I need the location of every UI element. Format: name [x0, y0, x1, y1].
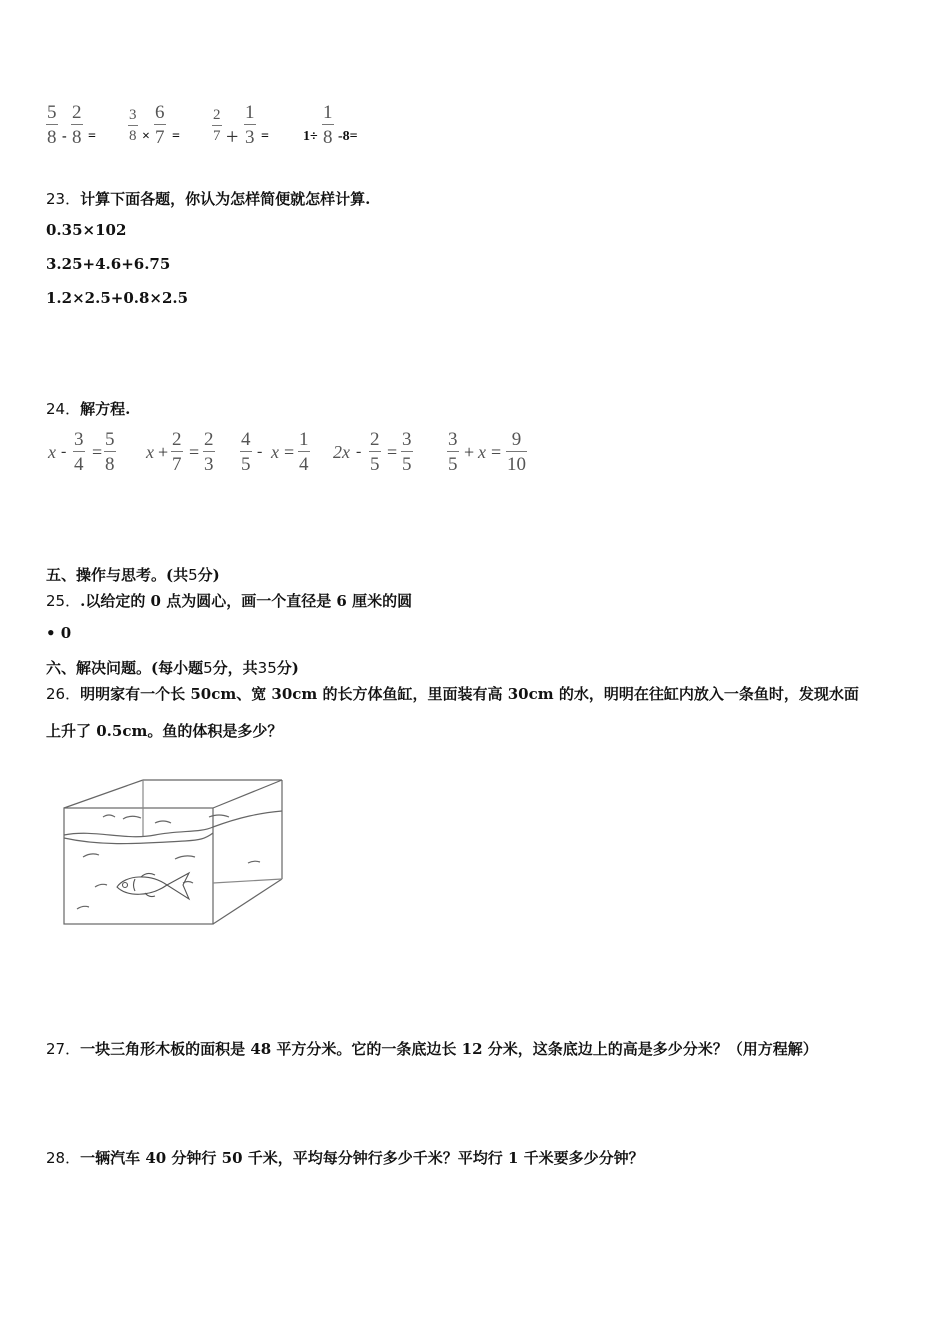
center-point-0: • 0	[46, 624, 72, 642]
fraction: $\frac{2}{3}$	[204, 429, 214, 475]
fraction: $\frac{4}{5}$	[241, 429, 251, 475]
minus-sign: -	[62, 129, 67, 144]
section-6-heading: 六、解决问题。(每小题5分，共35分)	[46, 659, 299, 677]
fraction: $\frac{3}{5}$	[448, 429, 458, 475]
fraction: $\frac{1}{8}$	[323, 102, 333, 148]
fish-tank-figure	[55, 775, 295, 935]
fraction: $\frac{6}{7}$	[155, 102, 165, 148]
question-25: 25．.以给定的 0 点为圆心，画一个直径是 6 厘米的圆	[46, 592, 413, 610]
equals-sign: =	[172, 129, 180, 144]
question-24: 24．解方程.	[46, 400, 131, 418]
fraction: $\frac{1}{3}$	[245, 102, 255, 148]
fraction: $\frac{5}{8}$	[105, 429, 115, 475]
q23-item-2: 3.25+4.6+6.75	[46, 255, 171, 273]
fish-icon	[117, 873, 189, 899]
fraction: $\frac{9}{10}$	[507, 429, 526, 475]
plus-sign: +	[226, 124, 239, 149]
question-27: 27．一块三角形木板的面积是 48 平方分米。它的一条底边长 12 分米，这条底边上的高是多少分米？（用方程解）	[46, 1040, 818, 1058]
question-26: 26．明明家有一个长 50cm、宽 30cm 的长方体鱼缸，里面装有高 30cm 的水，明明在往缸内放入一条鱼时，发现水面	[46, 685, 859, 703]
fraction: $\frac{2}{7}$	[213, 107, 221, 144]
q23-item-1: 0.35×102	[46, 221, 127, 239]
question-23: 23．计算下面各题，你认为怎样简便就怎样计算.	[46, 190, 371, 208]
fraction: $\frac{3}{5}$	[402, 429, 412, 475]
equals-sign: =	[88, 129, 96, 144]
fraction: $\frac{3}{8}$	[129, 107, 137, 144]
section-5-heading: 五、操作与思考。(共5分)	[46, 566, 220, 584]
equals-sign: =	[261, 129, 269, 144]
q23-item-3: 1.2×2.5+0.8×2.5	[46, 289, 189, 307]
fraction: $\frac{5}{8}$	[47, 102, 57, 148]
water-surface	[64, 811, 282, 837]
question-26-line-2: 上升了 0.5cm。鱼的体积是多少？	[46, 722, 283, 740]
fraction: $\frac{1}{4}$	[299, 429, 309, 475]
question-28: 28．一辆汽车 40 分钟行 50 千米，平均每分钟行多少千米？平均行 1 千米要多少分钟？	[46, 1149, 644, 1167]
fraction: $\frac{3}{4}$	[74, 429, 84, 475]
fraction: $\frac{2}{8}$	[72, 102, 82, 148]
fraction: $\frac{2}{5}$	[370, 429, 380, 475]
fraction: $\frac{2}{7}$	[172, 429, 182, 475]
times-sign: ×	[142, 129, 150, 144]
